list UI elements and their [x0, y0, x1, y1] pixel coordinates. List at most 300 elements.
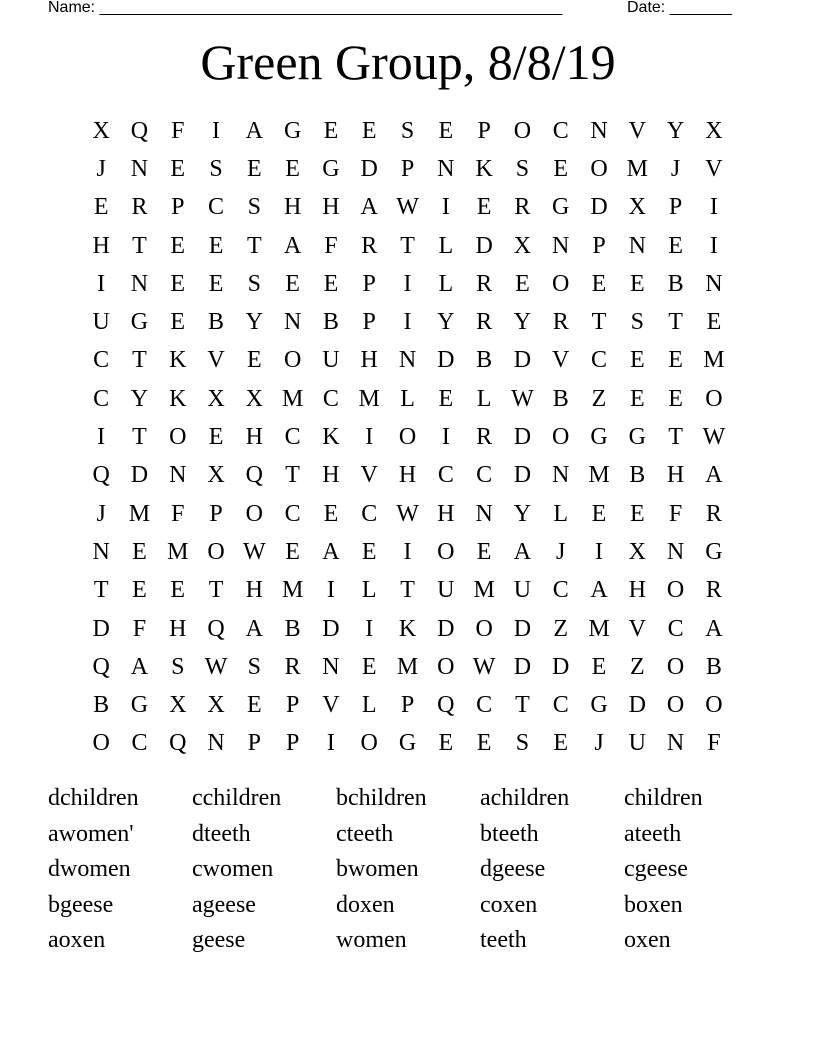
grid-letter[interactable]: Q	[245, 462, 263, 489]
grid-letter[interactable]: Y	[130, 385, 149, 412]
grid-letter[interactable]: U	[437, 577, 455, 604]
grid-letter[interactable]: T	[132, 232, 147, 259]
grid-letter[interactable]: G	[398, 730, 417, 757]
grid-letter[interactable]: D	[513, 424, 532, 451]
word-bank-item: geese	[192, 927, 246, 953]
grid-letter[interactable]: I	[709, 194, 718, 221]
grid-letter[interactable]: P	[209, 500, 223, 527]
grid-letter[interactable]: N	[398, 347, 417, 374]
grid-letter[interactable]: T	[668, 424, 683, 451]
grid-letter[interactable]: Q	[169, 730, 187, 757]
grid-letter[interactable]: E	[285, 538, 300, 565]
word-bank-item: teeth	[480, 927, 527, 953]
grid-letter[interactable]: I	[441, 424, 450, 451]
grid-letter[interactable]: B	[284, 615, 301, 642]
grid-letter[interactable]: J	[594, 730, 604, 757]
grid-letter[interactable]: I	[403, 309, 412, 336]
grid-letter[interactable]: X	[207, 462, 225, 489]
grid-letter[interactable]: E	[629, 500, 645, 527]
grid-letter[interactable]: X	[245, 385, 263, 412]
grid-letter[interactable]: B	[208, 309, 225, 336]
grid-letter[interactable]: E	[361, 538, 377, 565]
grid-letter[interactable]: C	[476, 462, 493, 489]
word-bank-item: achildren	[480, 785, 570, 811]
grid-letter[interactable]: R	[705, 577, 722, 604]
grid-letter[interactable]: N	[169, 462, 187, 489]
grid-letter[interactable]: V	[628, 117, 646, 144]
word-bank-item: awomen'	[48, 820, 134, 847]
grid-letter[interactable]: E	[629, 385, 645, 412]
grid-letter[interactable]: O	[705, 385, 723, 412]
page-title: Green Group, 8/8/19	[200, 34, 616, 90]
grid-letter[interactable]: C	[208, 194, 225, 221]
grid-letter[interactable]: I	[212, 117, 221, 144]
grid-letter[interactable]: M	[358, 385, 380, 412]
grid-letter[interactable]: D	[360, 155, 378, 182]
grid-letter[interactable]: U	[513, 577, 532, 604]
grid-letter[interactable]: W	[511, 385, 534, 412]
grid-letter[interactable]: W	[204, 653, 228, 680]
grid-letter[interactable]: O	[398, 424, 417, 451]
grid-letter[interactable]: I	[403, 270, 412, 297]
grid-letter[interactable]: M	[128, 500, 151, 527]
grid-letter[interactable]: D	[590, 194, 608, 221]
grid-letter[interactable]: D	[628, 692, 646, 719]
grid-letter[interactable]: E	[553, 730, 569, 757]
grid-letter[interactable]: P	[668, 194, 683, 221]
grid-letter[interactable]: E	[170, 232, 186, 259]
grid-letter[interactable]: H	[398, 462, 417, 489]
grid-letter[interactable]: E	[93, 194, 109, 221]
grid-letter[interactable]: K	[322, 424, 340, 451]
grid-letter[interactable]: O	[283, 347, 302, 374]
grid-letter[interactable]: E	[323, 270, 339, 297]
grid-letter[interactable]: D	[552, 653, 570, 680]
grid-letter[interactable]: U	[92, 309, 110, 336]
grid-letter[interactable]: N	[130, 270, 149, 297]
grid-letter[interactable]: H	[283, 194, 302, 221]
grid-letter[interactable]: H	[245, 577, 263, 604]
grid-letter[interactable]: P	[400, 155, 415, 182]
grid-letter[interactable]: E	[515, 270, 530, 297]
grid-letter[interactable]: E	[170, 577, 186, 604]
grid-letter[interactable]: S	[247, 194, 262, 221]
grid-letter[interactable]: N	[130, 155, 149, 182]
grid-letter[interactable]: V	[552, 347, 570, 374]
grid-letter[interactable]: Y	[666, 117, 685, 144]
grid-letter[interactable]: X	[628, 194, 646, 221]
grid-letter[interactable]: D	[322, 615, 340, 642]
grid-letter[interactable]: E	[476, 730, 492, 757]
grid-letter[interactable]: E	[553, 155, 569, 182]
word-bank-item: ageese	[192, 891, 256, 918]
grid-letter[interactable]: E	[247, 155, 262, 182]
grid-letter[interactable]: D	[513, 653, 532, 680]
grid-letter[interactable]: E	[706, 309, 722, 336]
grid-letter[interactable]: V	[207, 347, 225, 374]
grid-letter[interactable]: E	[629, 347, 645, 374]
grid-letter[interactable]: O	[552, 270, 570, 297]
grid-letter[interactable]: N	[552, 462, 570, 489]
grid-letter[interactable]: T	[668, 309, 683, 336]
grid-letter[interactable]: C	[552, 577, 569, 604]
grid-letter[interactable]: M	[588, 615, 610, 642]
grid-letter[interactable]: N	[437, 155, 455, 182]
grid-letter[interactable]: H	[245, 424, 263, 451]
grid-letter[interactable]: M	[703, 347, 725, 374]
grid-letter[interactable]: X	[513, 232, 532, 259]
grid-letter[interactable]: E	[323, 500, 339, 527]
grid-letter[interactable]: F	[171, 500, 185, 527]
grid-letter[interactable]: E	[323, 117, 339, 144]
grid-letter[interactable]: E	[668, 347, 683, 374]
grid-letter[interactable]: C	[667, 615, 684, 642]
grid-letter[interactable]: R	[476, 424, 493, 451]
grid-letter[interactable]: S	[247, 653, 262, 680]
grid-letter[interactable]: G	[590, 424, 608, 451]
grid-letter[interactable]: G	[130, 692, 149, 719]
grid-letter[interactable]: F	[668, 500, 683, 527]
grid-letter[interactable]: O	[705, 692, 723, 719]
grid-letter[interactable]: A	[590, 577, 608, 604]
grid-letter[interactable]: N	[322, 653, 340, 680]
grid-letter[interactable]: V	[322, 692, 340, 719]
grid-letter[interactable]: E	[361, 117, 377, 144]
grid-letter[interactable]: I	[403, 538, 412, 565]
grid-letter[interactable]: N	[666, 538, 685, 565]
grid-letter[interactable]: V	[705, 155, 723, 182]
grid-letter[interactable]: C	[93, 347, 110, 374]
grid-letter[interactable]: O	[360, 730, 378, 757]
grid-letter[interactable]: G	[628, 424, 646, 451]
grid-letter[interactable]: P	[247, 730, 262, 757]
grid-letter[interactable]: A	[513, 538, 532, 565]
grid-letter[interactable]: D	[513, 462, 532, 489]
grid-letter[interactable]: G	[283, 117, 302, 144]
grid-letter[interactable]: W	[702, 424, 726, 451]
grid-letter[interactable]: X	[628, 538, 646, 565]
grid-letter[interactable]: E	[208, 270, 224, 297]
grid-letter[interactable]: X	[207, 385, 225, 412]
grid-letter[interactable]: T	[400, 232, 415, 259]
grid-letter[interactable]: E	[170, 155, 186, 182]
grid-letter[interactable]: A	[245, 615, 263, 642]
grid-letter[interactable]: M	[167, 538, 189, 565]
grid-letter[interactable]: E	[170, 309, 186, 336]
grid-letter[interactable]: Y	[513, 309, 532, 336]
grid-letter[interactable]: W	[243, 538, 266, 565]
grid-letter[interactable]: O	[475, 615, 493, 642]
grid-letter[interactable]: I	[365, 424, 374, 451]
grid-letter[interactable]: N	[207, 730, 225, 757]
grid-letter[interactable]: X	[92, 117, 110, 144]
grid-letter[interactable]: S	[209, 155, 223, 182]
grid-letter[interactable]: E	[132, 577, 147, 604]
grid-letter[interactable]: A	[705, 462, 723, 489]
grid-letter[interactable]: H	[92, 232, 110, 259]
grid-letter[interactable]: I	[595, 538, 603, 565]
grid-letter[interactable]: C	[552, 692, 569, 719]
grid-letter[interactable]: A	[130, 653, 149, 680]
grid-letter[interactable]: E	[591, 653, 607, 680]
grid-letter[interactable]: Q	[92, 462, 110, 489]
grid-letter[interactable]: M	[588, 462, 610, 489]
grid-letter[interactable]: L	[361, 692, 377, 719]
grid-letter[interactable]: E	[285, 155, 300, 182]
grid-letter[interactable]: E	[438, 385, 454, 412]
grid-letter[interactable]: B	[93, 692, 110, 719]
grid-letter[interactable]: H	[322, 462, 340, 489]
grid-letter[interactable]: L	[400, 385, 415, 412]
grid-letter[interactable]: E	[668, 385, 683, 412]
grid-letter[interactable]: A	[283, 232, 302, 259]
grid-letter[interactable]: O	[92, 730, 110, 757]
grid-letter[interactable]: I	[709, 232, 718, 259]
grid-letter[interactable]: G	[590, 692, 608, 719]
grid-letter[interactable]: C	[361, 500, 378, 527]
grid-letter[interactable]: P	[362, 309, 376, 336]
grid-letter[interactable]: O	[169, 424, 187, 451]
grid-letter[interactable]: E	[476, 538, 492, 565]
grid-letter[interactable]: F	[132, 615, 147, 642]
grid-letter[interactable]: G	[322, 155, 340, 182]
grid-letter[interactable]: T	[132, 424, 147, 451]
grid-letter[interactable]: N	[705, 270, 723, 297]
grid-letter[interactable]: R	[476, 309, 493, 336]
grid-letter[interactable]: D	[513, 347, 532, 374]
grid-letter[interactable]: O	[207, 538, 225, 565]
grid-letter[interactable]: C	[284, 500, 301, 527]
grid-letter[interactable]: O	[666, 692, 685, 719]
grid-letter[interactable]: W	[396, 194, 419, 221]
grid-letter[interactable]: N	[283, 309, 302, 336]
grid-letter[interactable]: R	[705, 500, 722, 527]
grid-letter[interactable]: E	[208, 424, 224, 451]
grid-letter[interactable]: S	[400, 117, 415, 144]
grid-letter[interactable]: Q	[130, 117, 149, 144]
grid-letter[interactable]: E	[668, 232, 683, 259]
grid-letter[interactable]: P	[477, 117, 491, 144]
grid-letter[interactable]: A	[705, 615, 723, 642]
grid-letter[interactable]: O	[437, 538, 455, 565]
grid-letter[interactable]: I	[365, 615, 374, 642]
grid-letter[interactable]: P	[285, 692, 300, 719]
grid-letter[interactable]: C	[591, 347, 608, 374]
grid-letter[interactable]: A	[245, 117, 263, 144]
grid-letter[interactable]: B	[476, 347, 493, 374]
grid-letter[interactable]: K	[169, 385, 187, 412]
grid-letter[interactable]: R	[552, 309, 569, 336]
grid-letter[interactable]: P	[285, 730, 300, 757]
grid-letter[interactable]: V	[360, 462, 378, 489]
grid-letter[interactable]: L	[553, 500, 569, 527]
grid-letter[interactable]: E	[208, 232, 224, 259]
grid-letter[interactable]: M	[396, 653, 419, 680]
grid-letter[interactable]: E	[476, 194, 492, 221]
grid-letter[interactable]: J	[96, 155, 106, 182]
grid-letter[interactable]: P	[362, 270, 376, 297]
grid-letter[interactable]: H	[322, 194, 340, 221]
grid-letter[interactable]: N	[628, 232, 646, 259]
grid-letter[interactable]: P	[592, 232, 606, 259]
grid-letter[interactable]: B	[667, 270, 684, 297]
grid-letter[interactable]: X	[705, 117, 723, 144]
grid-letter[interactable]: O	[437, 653, 455, 680]
name-field[interactable]: Name: ____________________________________________________	[48, 0, 563, 16]
grid-letter[interactable]: D	[513, 615, 532, 642]
grid-letter[interactable]: F	[707, 730, 721, 757]
grid-letter[interactable]: J	[556, 538, 566, 565]
grid-letter[interactable]: Q	[92, 653, 110, 680]
grid-letter[interactable]: K	[475, 155, 493, 182]
grid-letter[interactable]: L	[476, 385, 492, 412]
grid-letter[interactable]: J	[96, 500, 106, 527]
grid-letter[interactable]: E	[591, 270, 607, 297]
grid-letter[interactable]: I	[97, 424, 106, 451]
grid-letter[interactable]: N	[475, 500, 493, 527]
grid-letter[interactable]: C	[93, 385, 110, 412]
date-field[interactable]: Date: _______	[627, 0, 732, 16]
grid-letter[interactable]: C	[552, 117, 569, 144]
grid-letter[interactable]: G	[705, 538, 723, 565]
grid-letter[interactable]: P	[400, 692, 415, 719]
grid-letter[interactable]: R	[476, 270, 493, 297]
word-search-grid	[82, 112, 733, 763]
grid-letter[interactable]: N	[666, 730, 685, 757]
grid-letter[interactable]: S	[247, 270, 262, 297]
grid-letter[interactable]: E	[438, 117, 454, 144]
grid-letter[interactable]: E	[132, 538, 147, 565]
grid-letter[interactable]: W	[472, 653, 496, 680]
grid-letter[interactable]: D	[475, 232, 493, 259]
grid-letter[interactable]: I	[326, 577, 335, 604]
grid-letter[interactable]: L	[438, 270, 454, 297]
grid-letter[interactable]: Z	[553, 615, 569, 642]
grid-letter[interactable]: S	[515, 730, 530, 757]
grid-letter[interactable]: E	[247, 347, 262, 374]
grid-letter[interactable]: O	[590, 155, 608, 182]
grid-letter[interactable]: R	[361, 232, 378, 259]
grid-letter[interactable]: V	[628, 615, 646, 642]
grid-letter[interactable]: T	[285, 462, 300, 489]
grid-letter[interactable]: E	[361, 653, 377, 680]
grid-letter[interactable]: O	[513, 117, 532, 144]
grid-letter[interactable]: F	[171, 117, 185, 144]
grid-letter[interactable]: T	[400, 577, 415, 604]
grid-letter[interactable]: K	[169, 347, 187, 374]
grid-letter[interactable]: B	[629, 462, 646, 489]
grid-letter[interactable]: C	[437, 462, 454, 489]
grid-letter[interactable]: T	[591, 309, 607, 336]
grid-letter[interactable]: E	[591, 500, 607, 527]
grid-letter[interactable]: Y	[513, 500, 532, 527]
grid-letter[interactable]: T	[93, 577, 109, 604]
grid-letter[interactable]: I	[326, 730, 335, 757]
grid-letter[interactable]: C	[284, 424, 301, 451]
grid-letter[interactable]: M	[626, 155, 648, 182]
grid-letter[interactable]: U	[628, 730, 646, 757]
grid-letter[interactable]: F	[324, 232, 338, 259]
grid-letter[interactable]: E	[170, 270, 186, 297]
grid-letter[interactable]: H	[169, 615, 187, 642]
grid-letter[interactable]: N	[92, 538, 110, 565]
grid-letter[interactable]: A	[322, 538, 340, 565]
grid-letter[interactable]: T	[247, 232, 262, 259]
grid-letter[interactable]: T	[208, 577, 224, 604]
grid-letter[interactable]: D	[130, 462, 149, 489]
grid-letter[interactable]: C	[131, 730, 148, 757]
grid-letter[interactable]: H	[360, 347, 378, 374]
grid-letter[interactable]: B	[705, 653, 722, 680]
grid-letter[interactable]: B	[552, 385, 569, 412]
grid-letter[interactable]: Q	[207, 615, 225, 642]
grid-letter[interactable]: D	[437, 615, 455, 642]
grid-letter[interactable]: E	[285, 270, 300, 297]
grid-letter[interactable]: Z	[629, 653, 645, 680]
grid-letter[interactable]: R	[131, 194, 148, 221]
grid-letter[interactable]: D	[437, 347, 455, 374]
grid-letter[interactable]: O	[552, 424, 570, 451]
grid-letter[interactable]: R	[284, 653, 301, 680]
grid-letter[interactable]: L	[438, 232, 454, 259]
grid-letter[interactable]: E	[247, 692, 262, 719]
grid-letter[interactable]: W	[396, 500, 419, 527]
grid-letter[interactable]: J	[670, 155, 681, 182]
grid-letter[interactable]: O	[666, 653, 685, 680]
grid-letter[interactable]: C	[476, 692, 493, 719]
grid-letter[interactable]: X	[169, 692, 187, 719]
grid-letter[interactable]: M	[281, 385, 304, 412]
grid-letter[interactable]: O	[666, 577, 685, 604]
grid-letter[interactable]: H	[437, 500, 455, 527]
grid-letter[interactable]: O	[245, 500, 263, 527]
grid-letter[interactable]: A	[360, 194, 378, 221]
grid-letter[interactable]: E	[438, 730, 454, 757]
grid-letter[interactable]: N	[590, 117, 608, 144]
grid-letter[interactable]: E	[629, 270, 645, 297]
grid-letter[interactable]: H	[628, 577, 646, 604]
grid-letter[interactable]: L	[361, 577, 377, 604]
grid-letter[interactable]: C	[322, 385, 339, 412]
grid-letter[interactable]: B	[322, 309, 339, 336]
grid-letter[interactable]: H	[666, 462, 685, 489]
grid-letter[interactable]: Q	[437, 692, 455, 719]
grid-letter[interactable]: G	[552, 194, 570, 221]
grid-letter[interactable]: Y	[245, 309, 263, 336]
grid-letter[interactable]: K	[398, 615, 417, 642]
grid-letter[interactable]: P	[171, 194, 185, 221]
grid-letter[interactable]: X	[207, 692, 225, 719]
grid-letter[interactable]: M	[473, 577, 495, 604]
word-bank-item: cgeese	[624, 856, 688, 882]
grid-letter[interactable]: S	[515, 155, 530, 182]
grid-letter[interactable]: Y	[437, 309, 455, 336]
grid-letter[interactable]: D	[92, 615, 110, 642]
grid-letter[interactable]: M	[281, 577, 304, 604]
grid-letter[interactable]: S	[171, 653, 185, 680]
grid-letter[interactable]: I	[97, 270, 106, 297]
grid-letter[interactable]: R	[514, 194, 531, 221]
grid-letter[interactable]: T	[132, 347, 147, 374]
grid-letter[interactable]: U	[322, 347, 340, 374]
grid-letter[interactable]: G	[130, 309, 149, 336]
grid-letter[interactable]: Z	[591, 385, 607, 412]
word-bank-item: bwomen	[336, 856, 419, 882]
grid-letter[interactable]: T	[515, 692, 530, 719]
grid-letter[interactable]: S	[630, 309, 644, 336]
grid-letter[interactable]: N	[552, 232, 570, 259]
grid-letter[interactable]: I	[441, 194, 450, 221]
